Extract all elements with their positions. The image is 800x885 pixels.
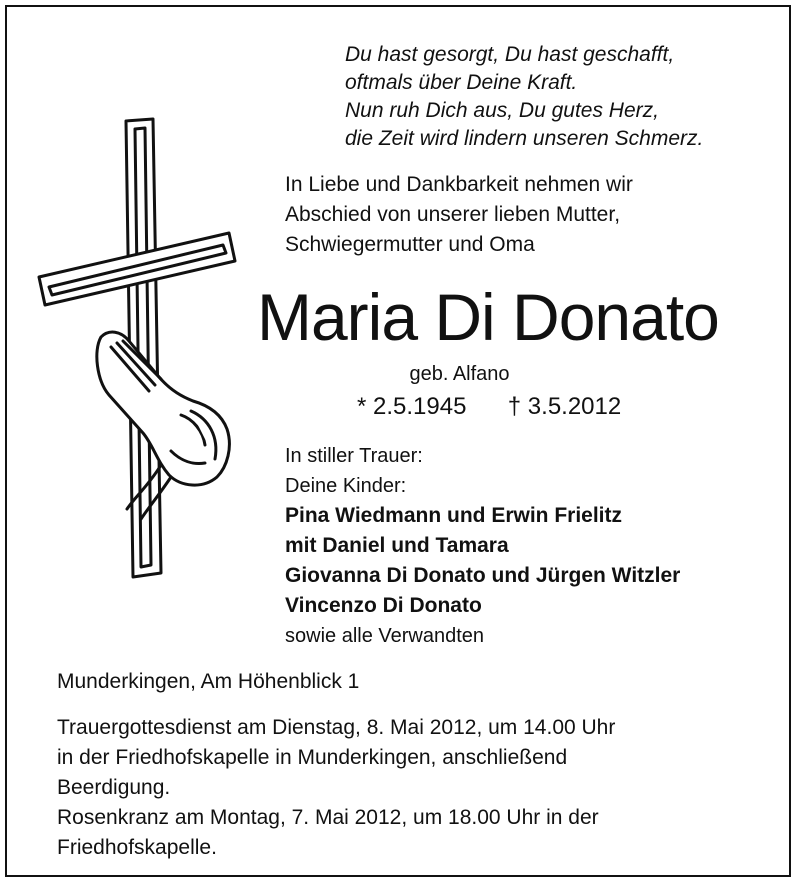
- service-line: in der Friedhofskapelle in Munderkingen, anschließend: [57, 746, 568, 769]
- address: Munderkingen, Am Höhenblick 1: [57, 670, 360, 693]
- mourner-name: mit Daniel und Tamara: [285, 534, 509, 557]
- obituary-frame: [5, 5, 791, 877]
- service-line: Beerdigung.: [57, 776, 171, 799]
- service-line: Friedhofskapelle.: [57, 836, 217, 859]
- maiden-name: geb. Alfano: [409, 363, 510, 385]
- mourner-name: Pina Wiedmann und Erwin Frielitz: [285, 504, 623, 527]
- mourner-name: Giovanna Di Donato und Jürgen Witzler: [285, 564, 681, 587]
- relatives: sowie alle Verwandten: [285, 625, 485, 647]
- poem-line: die Zeit wird lindern unseren Schmerz.: [345, 127, 704, 150]
- poem-line: Nun ruh Dich aus, Du gutes Herz,: [345, 99, 659, 122]
- mourner-name: Vincenzo Di Donato: [285, 594, 482, 617]
- service-line: Rosenkranz am Montag, 7. Mai 2012, um 18.00 Uhr in der: [57, 806, 599, 829]
- death-date: † 3.5.2012: [507, 393, 622, 420]
- life-dates: [357, 390, 621, 424]
- cross-with-praying-hands-icon: [31, 115, 241, 585]
- intro-line: Abschied von unserer lieben Mutter,: [285, 203, 621, 226]
- poem-line: Du hast gesorgt, Du hast geschafft,: [345, 43, 675, 66]
- intro-text: [285, 170, 633, 260]
- intro-line: In Liebe und Dankbarkeit nehmen wir: [285, 173, 633, 196]
- birth-date: * 2.5.1945: [357, 393, 467, 420]
- deceased-name: Maria Di Donato: [257, 280, 719, 354]
- mourners: [285, 441, 680, 651]
- poem: [345, 41, 703, 153]
- poem-line: oftmals über Deine Kraft.: [345, 71, 578, 94]
- service-line: Trauergottesdienst am Dienstag, 8. Mai 2012, um 14.00 Uhr: [57, 716, 616, 739]
- intro-line: Schwiegermutter und Oma: [285, 233, 535, 256]
- mourners-heading: In stiller Trauer:: [285, 445, 423, 467]
- service-info: [57, 713, 615, 863]
- children-label: Deine Kinder:: [285, 475, 407, 497]
